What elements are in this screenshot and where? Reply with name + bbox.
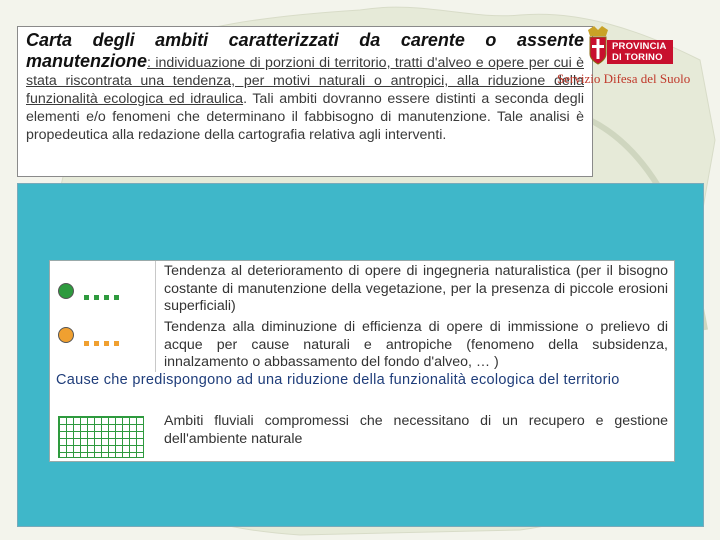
orange-dots-icon xyxy=(84,333,124,351)
legend-orange-text: Tendenza alla diminuzione di efficienza di opere di immissione o prelievo di acque per cause naturali e antropiche (fenomeno della subsidenza, innalzamento o abbassamento del fondo d'alveo, … ) xyxy=(164,319,668,370)
legend-symbol-cell xyxy=(50,317,156,372)
intro-title: Carta degli ambiti caratterizzati da carente o assente manutenzione xyxy=(26,30,584,71)
legend-causes-heading: Cause che predispongono ad una riduzione della funzionalità ecologica del territorio xyxy=(56,372,620,388)
orange-circle-icon xyxy=(58,327,74,343)
legend-symbol-cell xyxy=(50,261,156,317)
legend-green-text: Tendenza al deterioramento di opere di ingegneria naturalistica (per il bisogno costante di manutenzione della vegetazione, per la presenza di piccole erosioni superficiali) xyxy=(164,263,668,314)
province-logo xyxy=(607,40,673,64)
legend-row-green xyxy=(50,261,674,317)
intro-lead: : individuazione di porzioni di territorio, tratti d'alveo e opere per cui è stata riscontrata una tendenza, per motivi naturali o antropici, alla riduzione della funzionalità ecologica ed idraulica xyxy=(26,55,584,107)
intro-text-box xyxy=(17,26,593,177)
logo-line-1: PROVINCIA xyxy=(612,41,667,52)
legend-grid-text: Ambiti fluviali compromessi che necessitano di un recupero e gestione dell'ambiente naturale xyxy=(164,413,668,447)
green-circle-icon xyxy=(58,283,74,299)
grid-pattern-icon xyxy=(58,416,144,458)
legend-box xyxy=(49,260,675,462)
logo-line-2: DI TORINO xyxy=(612,52,663,63)
intro-rest: . Tali ambiti dovranno essere distinti a seconda degli elementi e/o fenomeni che determinano il fabbisogno di manutenzione. Tale analisi è propedeutica alla redazione della cartografia relativa agli interventi. xyxy=(26,91,584,143)
legend-row-orange xyxy=(50,317,674,372)
service-label: Servizio Difesa del Suolo xyxy=(557,71,691,86)
green-dots-icon xyxy=(84,287,124,305)
